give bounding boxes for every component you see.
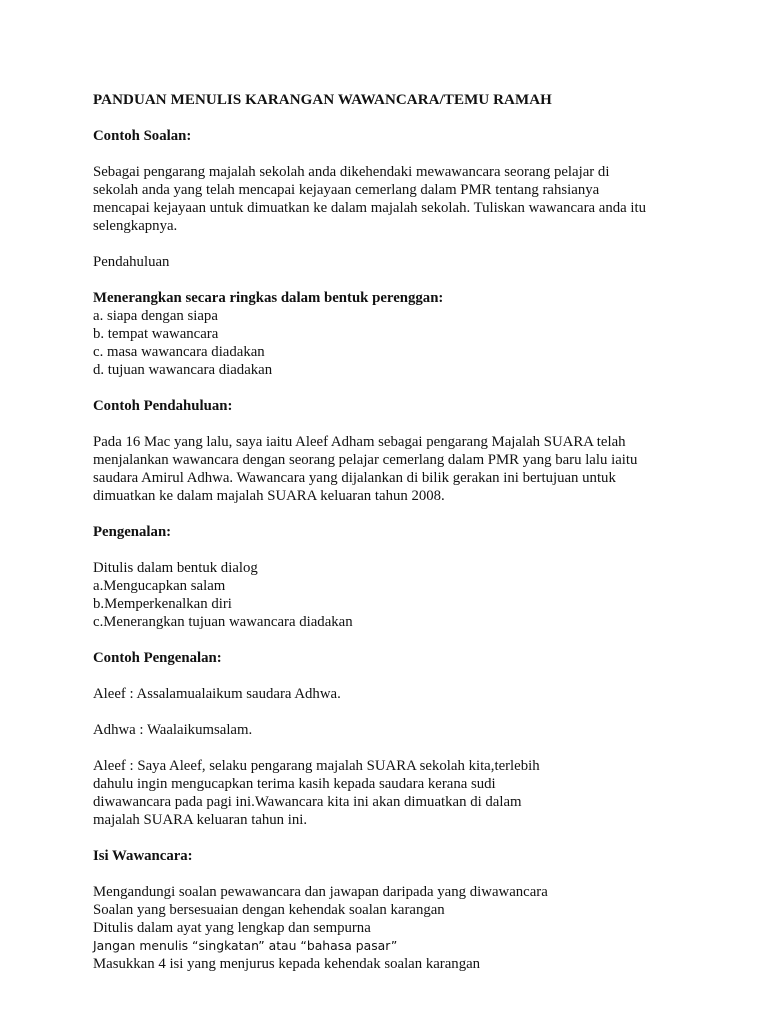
pendahuluan-heading: Menerangkan secara ringkas dalam bentuk perenggan: <box>93 290 444 306</box>
list-item: c. masa wawancara diadakan <box>93 344 265 360</box>
dialog-line: dahulu ingin mengucapkan terima kasih kepada saudara kerana sudi <box>93 776 496 792</box>
dialog-line: majalah SUARA keluaran tahun ini. <box>93 812 308 828</box>
dialog-line: Aleef : Saya Aleef, selaku pengarang majalah SUARA sekolah kita,terlebih <box>93 758 540 774</box>
pendahuluan-label: Pendahuluan <box>93 254 170 270</box>
list-item: Ditulis dalam ayat yang lengkap dan sempurna <box>93 920 371 936</box>
list-item: b. tempat wawancara <box>93 326 219 342</box>
pendahuluan-line: dimuatkan ke dalam majalah SUARA keluaran tahun 2008. <box>93 488 445 504</box>
soalan-line: mencapai kejayaan untuk dimuatkan ke dalam majalah sekolah. Tuliskan wawancara anda itu <box>93 200 647 216</box>
list-item: Soalan yang bersesuaian dengan kehendak soalan karangan <box>93 902 445 918</box>
list-item: Masukkan 4 isi yang menjurus kepada kehendak soalan karangan <box>93 956 481 972</box>
dialog-line: diwawancara pada pagi ini.Wawancara kita ini akan dimuatkan di dalam <box>93 794 522 810</box>
list-item: Jangan menulis “singkatan” atau “bahasa pasar” <box>93 938 398 953</box>
document-body <box>93 91 713 973</box>
dialog-line: Adhwa : Waalaikumsalam. <box>93 722 253 738</box>
list-item: a. siapa dengan siapa <box>93 308 218 324</box>
contoh-pendahuluan-heading: Contoh Pendahuluan: <box>93 398 233 414</box>
isi-wawancara-heading: Isi Wawancara: <box>93 848 193 864</box>
list-item: c.Menerangkan tujuan wawancara diadakan <box>93 614 353 630</box>
soalan-line: Sebagai pengarang majalah sekolah anda dikehendaki mewawancara seorang pelajar di <box>93 164 610 180</box>
list-item: a.Mengucapkan salam <box>93 578 226 594</box>
pengenalan-heading: Pengenalan: <box>93 524 172 540</box>
soalan-line: sekolah anda yang telah mencapai kejayaan cemerlang dalam PMR tentang rahsianya <box>93 182 600 198</box>
list-item: d. tujuan wawancara diadakan <box>93 362 273 378</box>
list-item: Mengandungi soalan pewawancara dan jawapan daripada yang diwawancara <box>93 884 548 900</box>
contoh-pengenalan-heading: Contoh Pengenalan: <box>93 650 222 666</box>
soalan-line: selengkapnya. <box>93 218 178 234</box>
document-title: PANDUAN MENULIS KARANGAN WAWANCARA/TEMU RAMAH <box>93 92 552 108</box>
pendahuluan-line: Pada 16 Mac yang lalu, saya iaitu Aleef Adham sebagai pengarang Majalah SUARA telah <box>93 434 626 450</box>
list-item: b.Memperkenalkan diri <box>93 596 232 612</box>
pendahuluan-line: menjalankan wawancara dengan seorang pelajar cemerlang dalam PMR yang baru lalu iaitu <box>93 452 638 468</box>
dialog-line: Aleef : Assalamualaikum saudara Adhwa. <box>93 686 341 702</box>
pendahuluan-line: saudara Amirul Adhwa. Wawancara yang dijalankan di bilik gerakan ini bertujuan untuk <box>93 470 616 486</box>
list-item: Ditulis dalam bentuk dialog <box>93 560 258 576</box>
contoh-soalan-heading: Contoh Soalan: <box>93 128 192 144</box>
